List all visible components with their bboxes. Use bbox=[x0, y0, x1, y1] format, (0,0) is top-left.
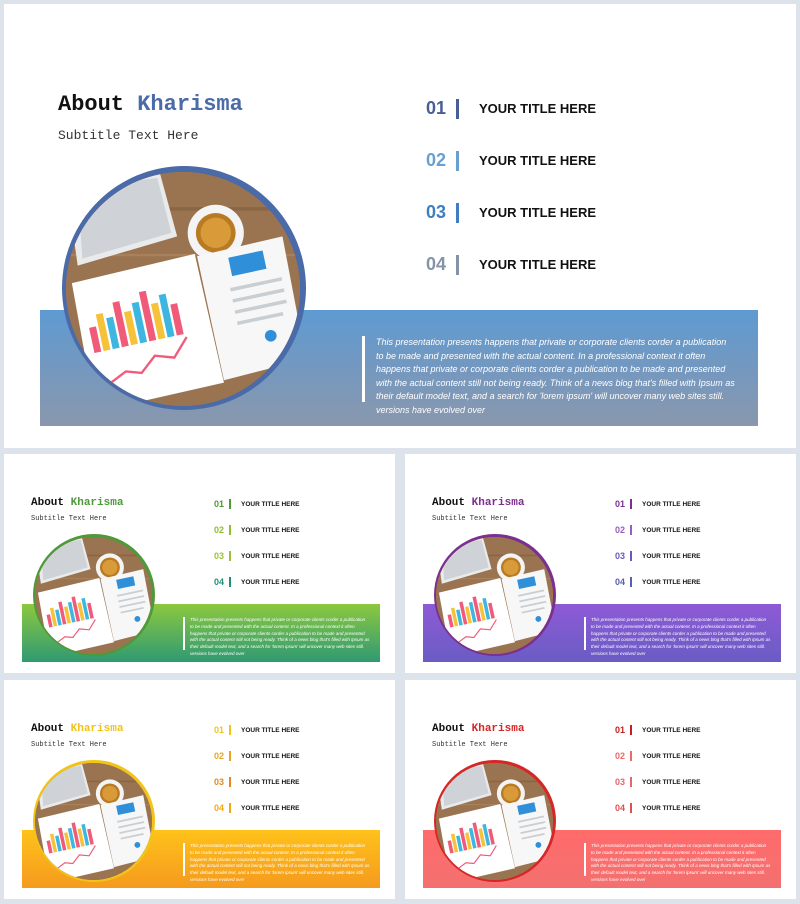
agenda-item-number: 03 bbox=[615, 777, 626, 787]
agenda-item bbox=[615, 525, 701, 535]
desk-photo bbox=[436, 763, 553, 880]
slide-title: About Kharisma bbox=[432, 497, 525, 509]
agenda-item-bar bbox=[229, 725, 231, 735]
agenda-item-number: 03 bbox=[426, 202, 447, 222]
agenda-item bbox=[214, 577, 300, 587]
agenda-item-bar bbox=[229, 577, 231, 587]
agenda-list bbox=[615, 725, 775, 820]
agenda-item-bar bbox=[630, 803, 632, 813]
agenda-item-number: 02 bbox=[426, 150, 447, 170]
agenda-item-title: YOUR TITLE HERE bbox=[642, 778, 701, 786]
agenda-item-number: 01 bbox=[426, 98, 447, 118]
slide-red bbox=[405, 680, 796, 899]
agenda-item bbox=[615, 499, 701, 509]
agenda-list bbox=[615, 499, 775, 594]
agenda-list bbox=[214, 499, 374, 594]
slide-subtitle: Subtitle Text Here bbox=[31, 515, 107, 523]
agenda-item-title: YOUR TITLE HERE bbox=[642, 752, 701, 760]
desk-illustration bbox=[436, 537, 553, 654]
agenda-item-number: 01 bbox=[214, 499, 225, 509]
agenda-item-title: YOUR TITLE HERE bbox=[479, 205, 597, 220]
agenda-item bbox=[426, 254, 596, 275]
agenda-item-title: YOUR TITLE HERE bbox=[241, 552, 300, 560]
slide-title: About Kharisma bbox=[31, 723, 124, 735]
body-paragraph: This presentation presents happens that private or corporate clients corder a publication to be made and presented with the actual content. In a professional context it often happens that private or corporate clients corder a publication to be made and presented with the actual content still not being ready. Think of a news blog that's filled with Ipsum as their default model text, and a search for 'lorem ipsum' will uncover many web sites still. versions have evolved over bbox=[591, 843, 771, 882]
body-paragraph: This presentation presents happens that private or corporate clients corder a publication to be made and presented with the actual content. In a professional context it often happens that private or corporate clients corder a publication to be made and presented with the actual content still not being ready. Think of a news blog that's filled with Ipsum as their default model text, and a search for 'lorem ipsum' will uncover many web sites still. versions have evolved over bbox=[190, 843, 370, 882]
agenda-item bbox=[426, 150, 596, 171]
slide-subtitle: Subtitle Text Here bbox=[31, 741, 107, 749]
agenda-item bbox=[214, 725, 300, 735]
agenda-item-bar bbox=[630, 751, 632, 761]
agenda-item-number: 02 bbox=[615, 525, 626, 535]
agenda-item-number: 04 bbox=[214, 803, 225, 813]
slide-title: About Kharisma bbox=[58, 92, 243, 117]
agenda-item-number: 03 bbox=[214, 551, 225, 561]
desk-illustration bbox=[436, 763, 553, 880]
agenda-item-title: YOUR TITLE HERE bbox=[479, 101, 597, 116]
agenda-item-title: YOUR TITLE HERE bbox=[241, 526, 300, 534]
body-paragraph: This presentation presents happens that private or corporate clients corder a publication to be made and presented with the actual content. In a professional context it often happens that private or corporate clients corder a publication to be made and presented with the actual content still not being ready. Think of a news blog that's filled with Ipsum as their default model text, and a search for 'lorem ipsum' will uncover many web sites still. versions have evolved over bbox=[376, 337, 735, 415]
agenda-item-title: YOUR TITLE HERE bbox=[479, 153, 597, 168]
slide-subtitle: Subtitle Text Here bbox=[432, 741, 508, 749]
slide-main bbox=[4, 4, 796, 448]
text-divider bbox=[584, 617, 586, 650]
agenda-item bbox=[615, 577, 701, 587]
agenda-item-number: 02 bbox=[214, 751, 225, 761]
agenda-item bbox=[426, 202, 596, 223]
body-paragraph: This presentation presents happens that private or corporate clients corder a publication to be made and presented with the actual content. In a professional context it often happens that private or corporate clients corder a publication to be made and presented with the actual content still not being ready. Think of a news blog that's filled with Ipsum as their default model text, and a search for 'lorem ipsum' will uncover many web sites still. versions have evolved over bbox=[190, 617, 370, 656]
agenda-item-bar bbox=[229, 499, 231, 509]
desk-photo bbox=[66, 172, 300, 406]
agenda-item-bar bbox=[456, 99, 459, 119]
agenda-item-bar bbox=[630, 499, 632, 509]
agenda-item-title: YOUR TITLE HERE bbox=[642, 526, 701, 534]
agenda-item-title: YOUR TITLE HERE bbox=[241, 804, 300, 812]
agenda-item-bar bbox=[229, 551, 231, 561]
agenda-item bbox=[426, 98, 596, 119]
body-paragraph: This presentation presents happens that private or corporate clients corder a publication to be made and presented with the actual content. In a professional context it often happens that private or corporate clients corder a publication to be made and presented with the actual content still not being ready. Think of a news blog that's filled with Ipsum as their default model text, and a search for 'lorem ipsum' will uncover many web sites still. versions have evolved over bbox=[591, 617, 771, 656]
slide-purple bbox=[405, 454, 796, 673]
agenda-list bbox=[214, 725, 374, 820]
desk-illustration bbox=[66, 172, 300, 406]
agenda-item-number: 04 bbox=[615, 803, 626, 813]
agenda-item bbox=[214, 499, 300, 509]
agenda-item bbox=[214, 803, 300, 813]
agenda-item-bar bbox=[229, 525, 231, 535]
agenda-item-bar bbox=[630, 725, 632, 735]
text-divider bbox=[362, 336, 365, 402]
desk-illustration bbox=[35, 763, 152, 880]
agenda-item-title: YOUR TITLE HERE bbox=[479, 257, 597, 272]
text-divider bbox=[183, 843, 185, 876]
agenda-item-title: YOUR TITLE HERE bbox=[642, 500, 701, 508]
agenda-item-title: YOUR TITLE HERE bbox=[241, 752, 300, 760]
agenda-item-bar bbox=[456, 203, 459, 223]
agenda-item-title: YOUR TITLE HERE bbox=[642, 552, 701, 560]
agenda-item-bar bbox=[630, 551, 632, 561]
agenda-item-title: YOUR TITLE HERE bbox=[642, 804, 701, 812]
agenda-item-number: 02 bbox=[214, 525, 225, 535]
agenda-item-number: 02 bbox=[615, 751, 626, 761]
desk-photo bbox=[35, 537, 152, 654]
agenda-item-title: YOUR TITLE HERE bbox=[241, 500, 300, 508]
agenda-item-title: YOUR TITLE HERE bbox=[642, 578, 701, 586]
agenda-item-bar bbox=[229, 751, 231, 761]
agenda-item-number: 04 bbox=[426, 254, 447, 274]
agenda-item-bar bbox=[456, 151, 459, 171]
agenda-item bbox=[214, 551, 300, 561]
slide-green bbox=[4, 454, 395, 673]
agenda-item-number: 01 bbox=[214, 725, 225, 735]
agenda-item bbox=[615, 777, 701, 787]
agenda-item-title: YOUR TITLE HERE bbox=[241, 578, 300, 586]
agenda-item bbox=[615, 803, 701, 813]
desk-illustration bbox=[35, 537, 152, 654]
agenda-item-number: 04 bbox=[214, 577, 225, 587]
agenda-item-number: 03 bbox=[214, 777, 225, 787]
slide-title: About Kharisma bbox=[432, 723, 525, 735]
agenda-item-bar bbox=[630, 777, 632, 787]
agenda-item-title: YOUR TITLE HERE bbox=[241, 726, 300, 734]
agenda-item-number: 03 bbox=[615, 551, 626, 561]
agenda-item bbox=[214, 525, 300, 535]
agenda-item-title: YOUR TITLE HERE bbox=[241, 778, 300, 786]
agenda-item bbox=[615, 725, 701, 735]
agenda-item-bar bbox=[630, 525, 632, 535]
agenda-item-title: YOUR TITLE HERE bbox=[642, 726, 701, 734]
desk-photo bbox=[436, 537, 553, 654]
desk-photo bbox=[35, 763, 152, 880]
agenda-item bbox=[214, 777, 300, 787]
agenda-item bbox=[615, 751, 701, 761]
slide-yellow bbox=[4, 680, 395, 899]
agenda-item-bar bbox=[630, 577, 632, 587]
slide-subtitle: Subtitle Text Here bbox=[58, 128, 199, 143]
agenda-list bbox=[426, 98, 726, 288]
agenda-item-bar bbox=[229, 777, 231, 787]
agenda-item-number: 04 bbox=[615, 577, 626, 587]
agenda-item bbox=[214, 751, 300, 761]
text-divider bbox=[584, 843, 586, 876]
slide-subtitle: Subtitle Text Here bbox=[432, 515, 508, 523]
text-divider bbox=[183, 617, 185, 650]
agenda-item-bar bbox=[229, 803, 231, 813]
agenda-item-number: 01 bbox=[615, 725, 626, 735]
slide-title: About Kharisma bbox=[31, 497, 124, 509]
agenda-item-bar bbox=[456, 255, 459, 275]
agenda-item bbox=[615, 551, 701, 561]
agenda-item-number: 01 bbox=[615, 499, 626, 509]
